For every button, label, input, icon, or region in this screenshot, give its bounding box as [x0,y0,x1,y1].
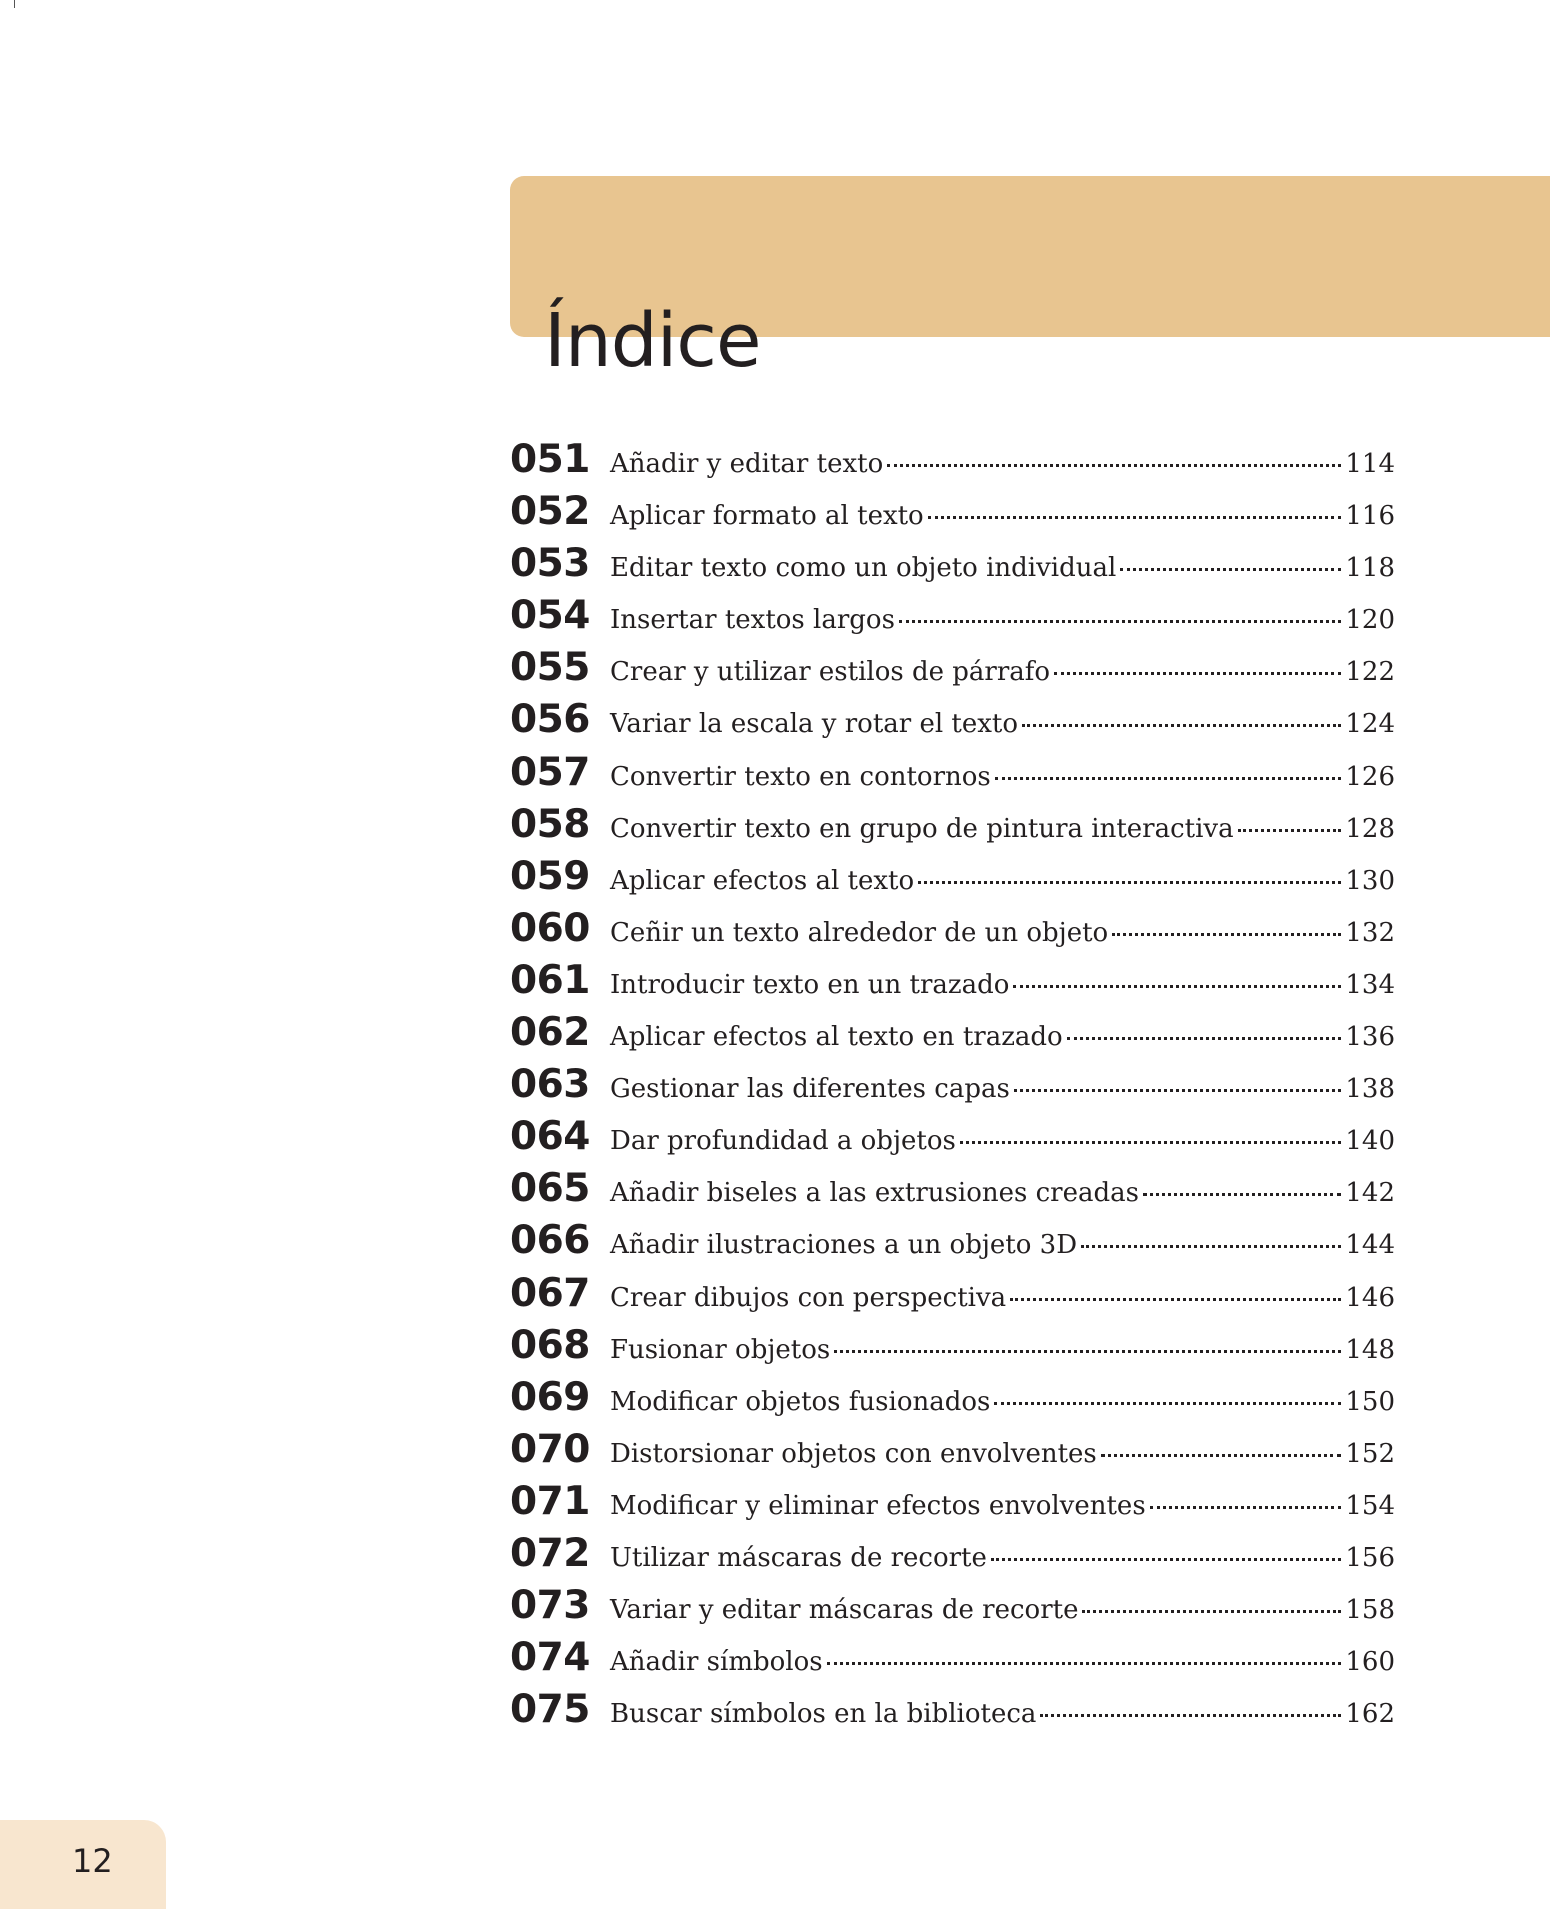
toc-entry-number: 065 [510,1166,590,1212]
toc-entry-title: Dar profundidad a objetos [610,1126,956,1157]
toc-entry-page: 122 [1345,657,1395,688]
toc-entry-title: Añadir ilustraciones a un objeto 3D [610,1230,1078,1261]
toc-entry-title: Convertir texto en contornos [610,761,991,792]
toc-dot-leader [1040,1714,1341,1717]
toc-entry-title: Ceñir un texto alrededor de un objeto [610,917,1109,948]
toc-entry-number: 070 [510,1426,590,1472]
toc-entry [510,1583,1395,1635]
toc-entry-number: 058 [510,801,590,847]
toc-entry-title: Distorsionar objetos con envolventes [610,1438,1097,1469]
toc-entry-number: 063 [510,1062,590,1108]
toc-dot-leader [827,1662,1342,1665]
toc-entry [510,1271,1395,1323]
toc-entry [510,802,1395,854]
toc-dot-leader [1081,1245,1341,1248]
toc-dot-leader [1101,1454,1342,1457]
toc-entry [510,1531,1395,1583]
toc-entry-title: Modificar y eliminar efectos envolventes [610,1490,1146,1521]
toc-dot-leader [899,620,1341,623]
toc-dot-leader [834,1350,1341,1353]
toc-entry-page: 160 [1345,1647,1395,1678]
page-number-tab [0,1820,166,1909]
toc-entry-number: 052 [510,489,590,535]
toc-entry [510,437,1395,489]
toc-entry-number: 069 [510,1374,590,1420]
toc-entry [510,1479,1395,1531]
toc-entry-page: 132 [1345,917,1395,948]
toc-entry-title: Insertar textos largos [610,605,895,636]
toc-entry-page: 162 [1345,1699,1395,1730]
toc-entry-page: 142 [1345,1178,1395,1209]
toc-dot-leader [1082,1610,1341,1613]
toc-entry-title: Añadir y editar texto [610,449,884,479]
toc-entry-page: 140 [1345,1126,1395,1157]
toc-entry [510,645,1395,697]
toc-entry-number: 054 [510,593,590,639]
toc-dot-leader [1014,1089,1342,1092]
toc-entry-title: Variar y editar máscaras de recorte [610,1595,1079,1626]
toc-entry-title: Buscar símbolos en la biblioteca [610,1699,1037,1730]
toc-entry [510,1010,1395,1062]
toc-entry-page: 118 [1345,553,1395,584]
toc-entry [510,1687,1395,1739]
toc-dot-leader [1022,724,1341,727]
toc-entry-title: Crear y utilizar estilos de párrafo [610,657,1051,688]
toc-entry-title: Aplicar formato al texto [610,501,924,532]
toc-dot-leader [887,464,1341,467]
toc-entry [510,1218,1395,1270]
toc-entry-title: Aplicar efectos al texto [610,865,915,896]
toc-dot-leader [1010,1298,1341,1301]
page-title: Índice [544,297,761,384]
toc-entry-title: Fusionar objetos [610,1334,831,1365]
toc-entry [510,1062,1395,1114]
toc-entry-number: 067 [510,1270,590,1316]
toc-entry-number: 062 [510,1010,590,1056]
page-number: 12 [72,1842,113,1880]
toc-entry-title: Gestionar las diferentes capas [610,1074,1010,1105]
toc-dot-leader [991,1558,1341,1561]
toc-entry-page: 152 [1345,1438,1395,1469]
header-band [510,176,1550,384]
toc-entry-number: 073 [510,1583,590,1629]
toc-entry-page: 114 [1345,449,1395,479]
toc-entry-number: 066 [510,1218,590,1264]
toc-entry [510,541,1395,593]
toc-entry [510,1114,1395,1166]
toc-entry-title: Utilizar máscaras de recorte [610,1542,987,1573]
toc-entry-number: 071 [510,1478,590,1524]
toc-entry-page: 138 [1345,1074,1395,1105]
toc-entry-number: 072 [510,1530,590,1576]
toc-dot-leader [1112,933,1341,936]
toc-entry-number: 074 [510,1635,590,1681]
toc-entry-page: 126 [1345,761,1395,792]
toc-entry-number: 057 [510,749,590,795]
toc-entry-number: 061 [510,957,590,1003]
toc-dot-leader [995,777,1342,780]
toc-entry-page: 156 [1345,1542,1395,1573]
toc-entry [510,489,1395,541]
toc-dot-leader [918,881,1341,884]
toc-entry-number: 056 [510,697,590,743]
toc-entry-page: 146 [1345,1282,1395,1313]
toc-entry-number: 051 [510,437,590,482]
toc-entry-title: Convertir texto en grupo de pintura interactiva [610,813,1234,844]
toc-dot-leader [994,1402,1341,1405]
toc-entry-title: Añadir símbolos [610,1647,823,1678]
toc-dot-leader [1143,1193,1341,1196]
toc-dot-leader [1120,568,1341,571]
toc-entry [510,1635,1395,1687]
toc-dot-leader [928,516,1342,519]
toc-entry [510,958,1395,1010]
toc-dot-leader [1067,1037,1342,1040]
toc-entry-page: 116 [1345,501,1395,532]
toc-dot-leader [1013,985,1341,988]
toc-entry [510,1323,1395,1375]
toc-entry-number: 075 [510,1687,590,1733]
toc-entry-page: 148 [1345,1334,1395,1365]
toc-entry [510,750,1395,802]
toc-entry [510,906,1395,958]
toc-entry-title: Editar texto como un objeto individual [610,553,1117,584]
toc-entry-title: Modificar objetos fusionados [610,1386,991,1417]
toc-entry-page: 128 [1345,813,1395,844]
toc-entry-number: 053 [510,541,590,587]
toc-dot-leader [1150,1506,1342,1509]
toc-dot-leader [1054,672,1341,675]
table-of-contents [510,437,1395,1739]
toc-entry-number: 055 [510,645,590,691]
toc-entry-title: Aplicar efectos al texto en trazado [610,1022,1063,1053]
toc-entry [510,1166,1395,1218]
toc-entry [510,1375,1395,1427]
toc-dot-leader [1238,829,1342,832]
toc-entry [510,1427,1395,1479]
toc-entry-page: 134 [1345,969,1395,1000]
crop-mark [14,0,15,8]
toc-entry [510,593,1395,645]
toc-entry-number: 059 [510,853,590,899]
toc-dot-leader [960,1141,1342,1144]
toc-entry-title: Introducir texto en un trazado [610,969,1010,1000]
toc-entry-page: 130 [1345,865,1395,896]
toc-entry-title: Añadir biseles a las extrusiones creadas [610,1178,1139,1209]
toc-entry-page: 154 [1345,1490,1395,1521]
toc-entry-page: 158 [1345,1595,1395,1626]
toc-entry-title: Variar la escala y rotar el texto [610,709,1019,740]
toc-entry-title: Crear dibujos con perspectiva [610,1282,1007,1313]
toc-entry-page: 150 [1345,1386,1395,1417]
toc-entry [510,697,1395,749]
toc-entry-page: 144 [1345,1230,1395,1261]
toc-entry [510,854,1395,906]
toc-entry-number: 064 [510,1114,590,1160]
toc-entry-number: 068 [510,1322,590,1368]
toc-entry-page: 124 [1345,709,1395,740]
toc-entry-page: 120 [1345,605,1395,636]
toc-entry-page: 136 [1345,1022,1395,1053]
toc-entry-number: 060 [510,905,590,951]
